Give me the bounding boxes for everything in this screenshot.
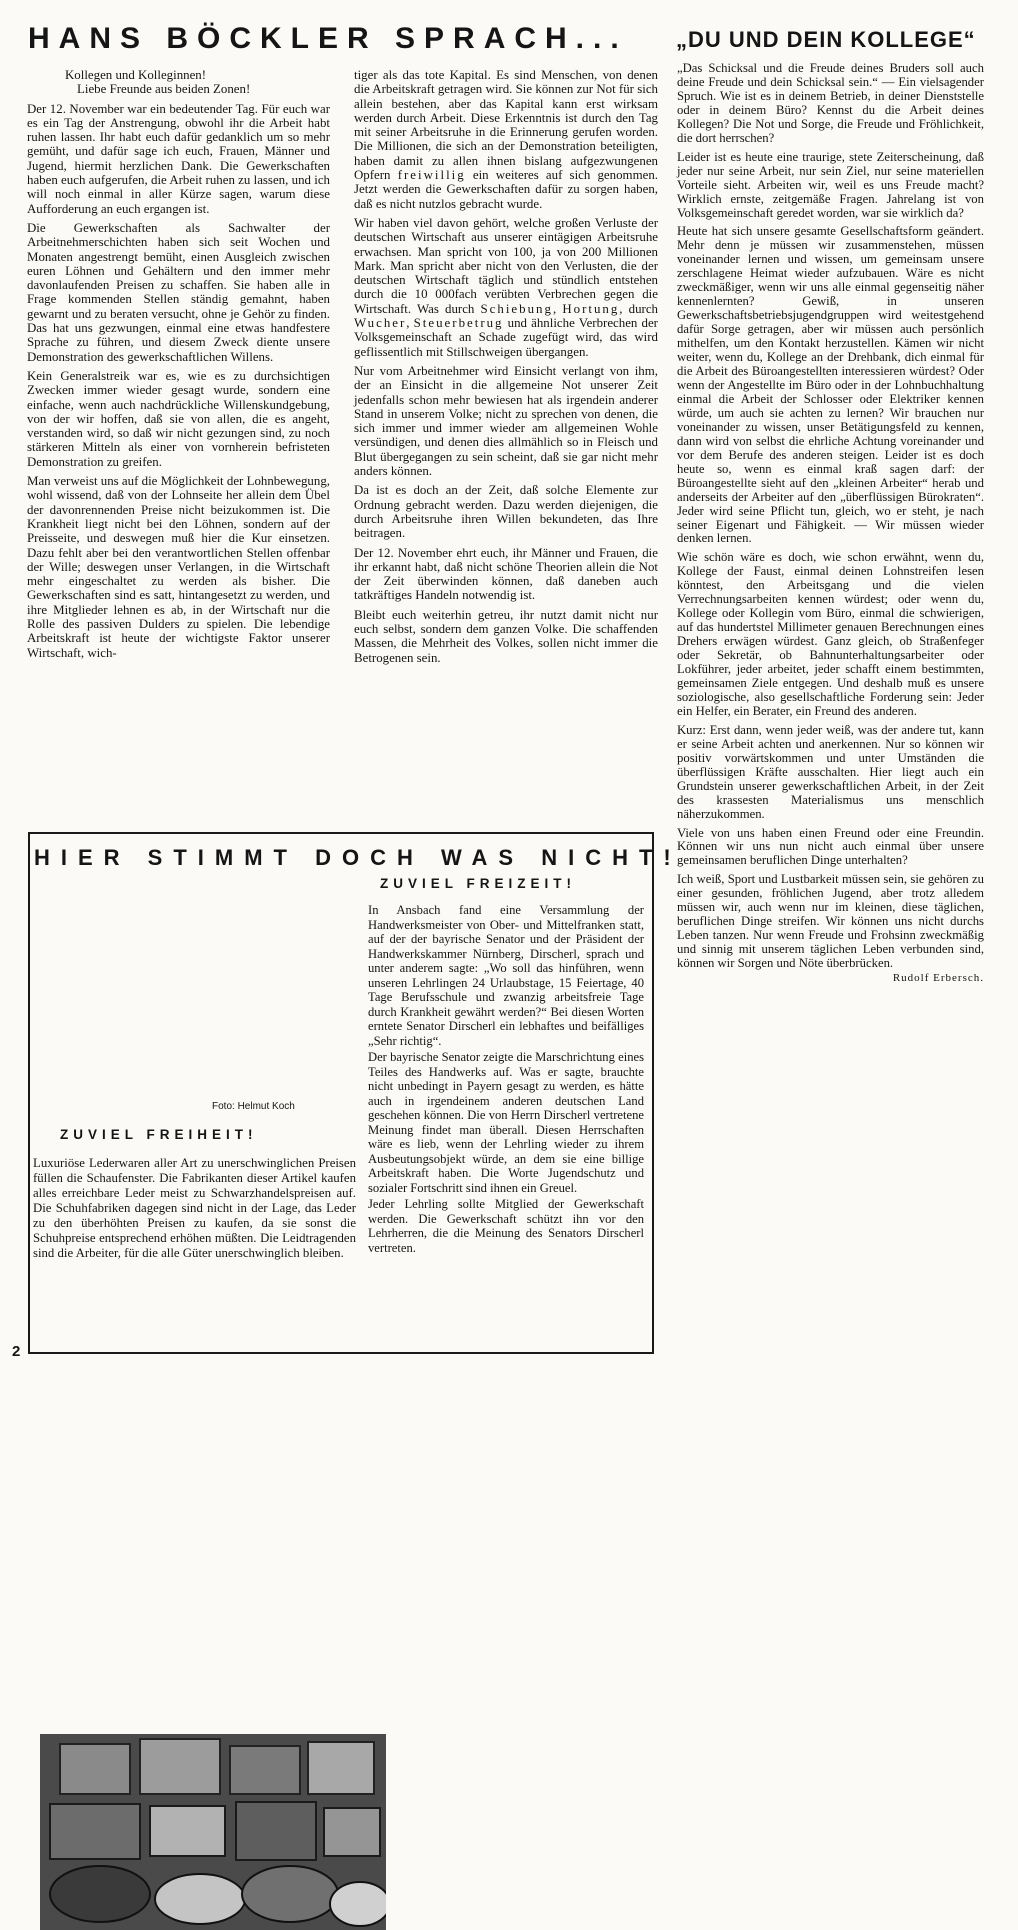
- paragraph: Wie schön wäre es doch, wie schon erwähnt, wenn du, Kollege der Faust, einmal deinen Lohnstreifen lesen könntest, den Arbeitsgang und die vielen Verrechnungsarbeiten kennen würdest; oder wenn du, Kollege oder Kollegin vom Büro, einmal die schwierigen, auf das hundertstel Millimeter genauen Berechnungen eines Drehers erwägen würdest. Ganz gleich, ob Straßenfeger oder Sekretär, ob Bahnunterhaltungsarbeiter oder Lokführer, jeder arbeitet, jeder schafft einem bestimmten, gemeinsamen Ziele entgegen. Und deshalb muß es unsere soziologische, also gesellschaftliche Forderung sein: Jeder ein Helfer, ein Berater, ein Freund des anderen.: [677, 550, 984, 718]
- text-run: Wir haben viel davon gehört, welche großen Verluste der deutschen Wirtschaft aus unserer eintägigen Arbeitsruhe erwachsen. Man spricht von 100, ja von 200 Millionen Mark. Man spricht aber nicht von den Verlusten, die der deutschen Wirtschaft täglich und stündlich entstehen durch die 10 000fach verübten Verbrechen gegen die Wirtschaft. Was durch: [354, 215, 658, 316]
- paragraph: „Das Schicksal und die Freude deines Bruders soll auch deine Freude und dein Schicksal sein.“ — Ein vielsagender Spruch. Wie ist es in deinem Betrieb, in deiner Dienststelle oder in deinem Büro? Kennst du die Arbeit deines Kollegen? Die Not und Sorge, die Freude und Fröhlichkeit, die dort herrschen?: [677, 61, 984, 145]
- paragraph: Bleibt euch weiterhin getreu, ihr nutzt damit nicht nur euch selbst, sondern dem ganzen Volke. Die schaffenden Massen, die Mehrheit des Volkes, sollen nicht immer die Betrogenen sein.: [354, 607, 658, 665]
- box-left-text: [33, 1156, 356, 1266]
- greeting-line-1: Kollegen und Kolleginnen!: [65, 68, 207, 82]
- text-run: tiger als das tote Kapital. Es sind Menschen, von denen die Arbeitskraft getragen wird. Sie können zur Not für sich allein bestehen, aber das Kapital kann erst wirksam werden durch Arbeit. Diese Erkenntnis ist durch den Tag mit seiner Arbeitsruhe in die Erinnerung gerufen worden. Die Millionen, die sich an der Demonstration beteiligten, haben damit zu allen ihnen bislang aufgezwungenen Opfern: [354, 68, 658, 183]
- author-signature: Rudolf Erbersch.: [892, 972, 984, 985]
- paragraph: In Ansbach fand eine Versammlung der Handwerksmeister von Ober- und Mittelfranken statt, auf der der bayrische Senator und der Präsident der Handwerkskammer Nürnberg, Dirscherl, sprach und unter anderem sagte: „Wo soll das hinführen, wenn unseren Lehrlingen 24 Urlaubstage, 15 Feiertage, 40 Tage Berufsschule und zwanzig arbeitsfreie Tage durch Krankheit gewährt werden?“ Bei diesen Worten erntete Senator Dirscherl ein lebhaftes und beifälliges „Sehr richtig“.: [368, 903, 644, 1048]
- paragraph: Da ist es doch an der Zeit, daß solche Elemente zur Ordnung gebracht werden. Dazu werden diejenigen, die durch Arbeitsruhe ihren Willen bekundeten, das Ihre beitragen.: [354, 483, 658, 541]
- article-column-1: [27, 68, 330, 665]
- spaced-word: freiwillig: [397, 168, 466, 183]
- text-run: ein weiteres auf sich genommen. Jetzt werden die Gewerkschaften dafür zu sorgen haben, daß es nicht nutzlos gebracht wurde.: [354, 168, 658, 211]
- leather-goods-photo-image: [40, 1734, 386, 1930]
- box-right-text: [368, 903, 644, 1260]
- paragraph: Jeder Lehrling sollte Mitglied der Gewerkschaft werden. Die Gewerkschaft schützt ihn vor den Lehrherren, die die Meinung des Senators Dirscherl vertreten.: [368, 1197, 644, 1255]
- paragraph: Der 12. November war ein bedeutender Tag. Für euch war es ein Tag der Anstrengung, obwohl ihr die Arbeit habt ruhen lassen. Ihr habt euch dafür gedanklich um so mehr gemüht, und dafür sage ich euch, Frauen, Männer und Jugend, hiermit herzlichen Dank. Die Gewerkschaften haben euch aufgerufen, die Arbeit ruhen zu lassen, und ich will noch einmal in aller Kürze sagen, warum diese Aufforderung an euch ergangen ist.: [27, 101, 330, 216]
- paragraph: Kein Generalstreik war es, wie es zu durchsichtigen Zwecken immer wieder gesagt wurde, sondern eine einfache, wenn auch nachdrückliche Willenskundgebung, von der wir hoffen, daß sie von allen, die es angeht, verstanden wird, so daß wir nicht gezungen sind, zu noch stärkeren Mitteln als einer von vornherein befristeten Demonstration zu greifen.: [27, 368, 330, 469]
- paragraph: Viele von uns haben einen Freund oder eine Freundin. Können wir uns nun nicht auch einmal über unsere gemeinsamen beruflichen Dinge unterhalten?: [677, 825, 984, 868]
- article-column-3: [677, 62, 984, 986]
- greeting-line-2: Liebe Freunde aus beiden Zonen!: [77, 82, 251, 97]
- paragraph: Nur vom Arbeitnehmer wird Einsicht verlangt von ihm, der an Einsicht in die allgemeine Not unserer Zeit jedenfalls schon mehr bewiesen hat als irgendein anderer Stand in unserem Volke; nicht zu sprechen von denen, die sich immer und immer wieder am allgemeinen Wohle versündigen, und denen dies allmählich so in Fleisch und Blut übergegangen zu sein scheint, daß sie gar nicht mehr anders können.: [354, 363, 658, 479]
- paragraph: Die Gewerkschaften als Sachwalter der Arbeitnehmerschichten haben sich seit Wochen und Monaten angestrengt bemüht, einen Ausgleich zwischen euren Löhnen und Gehältern und den immer mehr davonlaufenden Preisen zu schaffen. Sie haben alle in Frage kommenden Stellen ständig gemahnt, haben gewarnt und zu beraten versucht, ohne je Gehör zu finden. Das hat uns gezwungen, einmal eine etwas handfestere Sprache zu führen, und diesem Zweck diente unsere Demonstration des gewerkschaftlichen Willens.: [27, 220, 330, 364]
- page-number: 2: [12, 1343, 21, 1360]
- main-headline: HANS BÖCKLER SPRACH...: [28, 22, 628, 55]
- paragraph: [354, 68, 658, 211]
- spaced-word: Schiebung: [480, 301, 553, 316]
- paragraph: Kurz: Erst dann, wenn jeder weiß, was der andere tut, kann er seine Arbeit achten und anerkennen. Nur so können wir positiv vorwärtskommen und unter Umständen die überflüssigen Kräfte ausschalten. Hier liegt auch ein Grundstein unserer gewerkschaftlichen Arbeit, in der Zeit des krassesten Materialismus uns menschlich näherzukommen.: [677, 722, 984, 821]
- subheadline-freiheit: ZUVIEL FREIHEIT!: [60, 1127, 258, 1142]
- paragraph: Wir haben viel davon gehört, welche großen Verluste der deutschen Wirtschaft aus unserer eintägigen Arbeitsruhe erwachsen. Man spricht von 100, ja von 200 Millionen Mark. Man spricht aber nicht von den Verlusten, die der deutschen Wirtschaft täglich und stündlich entstehen durch die 10 000fach verübten Verbrechen gegen die Wirtschaft. Was durch Schiebung, Hortung, durch Wucher, Steuerbetrug und ähnliche Verbrechen der Volksgemeinschaft an Schade zugefügt wird, das wird geflissentlich mit Stillschweigen übergangen.: [354, 215, 658, 359]
- paragraph: Man verweist uns auf die Möglichkeit der Lohnbewegung, wohl wissend, daß von der Lohnseite her allein dem Übel der davonrennenden Preise nicht beizukommen ist. Die Krankheit liegt nicht bei den Löhnen, sondern auf der Preisseite, und deswegen muß hier die Kur einsetzen. Dazu fehlt aber bei den verantwortlichen Stellen offenbar der Wille; deswegen unser Verlangen, in die Wirtschaft mehr eingeschaltet zu werden als bisher. Die Gewerkschaften sind es satt, hintangesetzt zu werden, und ihre Mitglieder lehnen es ab, in der Wirtschaft nur die Rolle des passiven Dulders zu spielen. Die lebendige Arbeitskraft ist heute der wichtigste Faktor unserer Wirtschaft, wich-: [27, 474, 330, 660]
- paragraph: Der 12. November ehrt euch, ihr Männer und Frauen, die ihr erkannt habt, daß nicht schöne Theorien allein die Not der Zeit überwinden können, daß daneben auch tatkräftiges Handeln notwendig ist.: [354, 545, 658, 603]
- text-run: und ähnliche Verbrechen der Volksgemeinschaft an Schade zugefügt wird, das wird geflissentlich mit Stillschweigen übergangen.: [354, 316, 658, 359]
- article-column-2: [354, 68, 658, 670]
- paragraph: Leider ist es heute eine traurige, stete Zeiterscheinung, daß jeder nur seine Arbeit, nur sein Ziel, nur seine materiellen Vorteile sieht. Arbeiten wir, weil es uns Freude macht? Wirklich ernste, zeitgemäße Fragen. Jahrelang ist von Volksgemeinschaft geredet worden, war sie wirklich da?: [677, 149, 984, 220]
- subheadline-freizeit: ZUVIEL FREIZEIT!: [380, 876, 577, 891]
- box-headline: HIER STIMMT DOCH WAS NICHT!: [34, 845, 682, 870]
- spaced-word: Hortung: [562, 301, 620, 316]
- right-headline: „DU UND DEIN KOLLEGE“: [676, 27, 976, 52]
- paragraph: Der bayrische Senator zeigte die Marschrichtung eines Teiles des Handwerks auf. Was er sagte, brauchte nicht unbedingt in Payern gesagt zu werden, es hätte auch in irgendeinem anderen deutschen Land geschehen können. Die von Herrn Dirscherl vertretene Meinung findet man überall. Diesen Herrschaften wäre es lieb, wenn der Lehrling wieder zu ihrem Ausbeutungsobjekt würde, an dem sie eine billige Arbeitskraft haben. Die Worte Jugendschutz und sozialer Fortschritt sind ihnen ein Greuel.: [368, 1050, 644, 1195]
- paragraph: Luxuriöse Lederwaren aller Art zu unerschwinglichen Preisen füllen die Schaufenster. Die Fabrikanten dieser Artikel kaufen alles erreichbare Leder meist zu Schwarzhandelspreisen auf. Die Schuhfabriken dagegen sind nicht in der Lage, das Leder zu den überhöhten Preisen zu kaufen, da sie sonst die Schuhpreise entsprechend erhöhen müßten. Die Leidtragenden sind die Arbeiter, für die alle Güter unerschwinglich bleiben.: [33, 1156, 356, 1260]
- spaced-word: Steuerbetrug: [413, 316, 504, 331]
- leather-goods-photo: [40, 1734, 386, 1930]
- photo-caption: Foto: Helmut Koch: [212, 1101, 295, 1112]
- paragraph: Ich weiß, Sport und Lustbarkeit müssen sein, sie gehören zu einer gesunden, fröhlichen Jugend, aber trotz alledem müssen wir, auch wenn nur im kleinen, diese täglichen, beruflichen Dinge streifen. Wir können uns nicht durchs Leben tanzen. Nur wenn Freude und Frohsinn zweckmäßig und sinnig mit unserem täglichen Leben verbunden sind, können wir Sorgen und Nöte überbrücken.: [677, 872, 984, 971]
- paragraph: Heute hat sich unsere gesamte Gesellschaftsform geändert. Mehr denn je müssen wir zusammenstehen, müssen voneinander lernen und wissen, um gemeinsam unsere zerschlagene Heimat wieder aufzubauen. Wäre es nicht zweckmäßiger, wenn wir uns alle einmal gegenseitig näher kennenlernten? Gewiß, in unseren Gewerkschaftsbetriebsjugendgruppen wird weitestgehend dafür Sorge getragen, aber wir müssen auch persönlich mithelfen, um den Kontakt herzustellen. Kämen wir nicht weiter, wenn du, Kollege an der Drehbank, dich einmal für die Arbeit des Büroangestellten interessieren würdest? Oder wenn der Angestellte im Büro oder in der Lohnbuchhaltung einmal die Arbeit der Schlosser oder Elektriker kennen würde, um auch sie achten zu lernen? Wir brauchen nur voneinander zu wissen, unser Betätigungsfeld zu kennen, dann wird von selbst die ehrliche Achtung voreinander und vor dem Berufe des anderen steigen. Leider ist es doch heute so, wenn es einmal kraß sagen darf: der Büroangestellte sieht auf den „kleinen Arbeiter“ herab und anderseits der Arbeiter auf den „überflüssigen Bürokraten“. Jeder wird seine Pflicht tun, gleich, wo er steht, je nach seiner Eigenart und Fähigkeit. — Wir müssen wieder denken lernen.: [677, 224, 984, 546]
- spaced-word: Wucher: [354, 316, 407, 331]
